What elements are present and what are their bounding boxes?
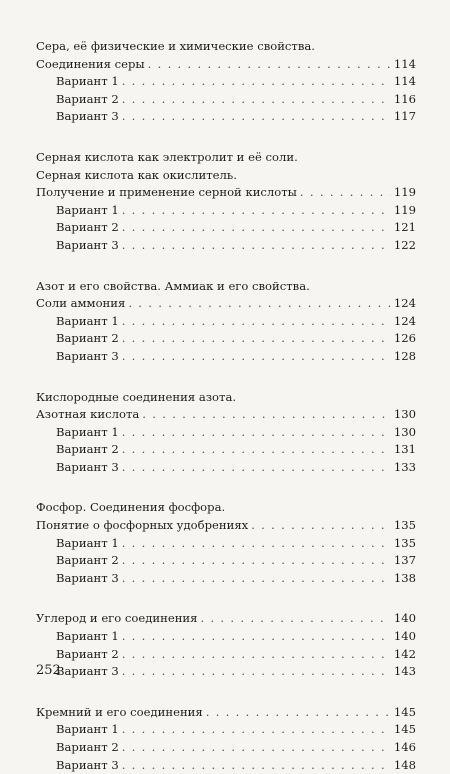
toc-entry-page: 140 bbox=[393, 611, 416, 626]
toc-entry-title: Соединения серы bbox=[36, 56, 145, 71]
toc-entry-title: Вариант 2 bbox=[56, 553, 119, 568]
toc-entry-page: 122 bbox=[393, 237, 416, 252]
toc-entry-page: 117 bbox=[393, 109, 416, 124]
toc-entry-page: 121 bbox=[393, 220, 416, 235]
toc-entry-page: 114 bbox=[393, 56, 416, 71]
toc-entry-page: 145 bbox=[393, 722, 416, 737]
toc-entry-title: Вариант 3 bbox=[56, 757, 119, 772]
dot-leader bbox=[122, 202, 391, 220]
toc-section bbox=[36, 704, 416, 774]
toc-entry-title: Вариант 3 bbox=[56, 570, 119, 585]
toc-entry bbox=[36, 704, 416, 722]
toc-entry-page: 135 bbox=[393, 518, 416, 533]
toc-variant-entry bbox=[36, 424, 416, 442]
toc-heading-text: Серная кислота как окислитель. bbox=[36, 167, 237, 182]
dot-leader bbox=[122, 459, 391, 477]
toc-section bbox=[36, 149, 416, 255]
toc-variant-entry bbox=[36, 739, 416, 757]
toc-entry-page: 145 bbox=[393, 704, 416, 719]
toc-entry-page: 130 bbox=[393, 407, 416, 422]
toc-heading bbox=[36, 38, 416, 56]
toc-entry-page: 128 bbox=[393, 348, 416, 363]
toc-entry-title: Вариант 1 bbox=[56, 722, 119, 737]
dot-leader bbox=[122, 757, 391, 774]
toc-variant-entry bbox=[36, 219, 416, 237]
dot-leader bbox=[122, 237, 391, 255]
toc-variant-entry bbox=[36, 628, 416, 646]
toc-entry-title: Вариант 2 bbox=[56, 740, 119, 754]
dot-leader bbox=[142, 406, 391, 424]
toc-heading bbox=[36, 278, 416, 296]
toc-variant-entry bbox=[36, 459, 416, 477]
dot-leader bbox=[122, 441, 391, 459]
toc-entry-page: 146 bbox=[393, 740, 416, 754]
toc-entry-title: Понятие о фосфорных удобрениях bbox=[36, 518, 249, 533]
dot-leader bbox=[148, 56, 391, 74]
dot-leader bbox=[200, 610, 390, 628]
toc-entry-title: Вариант 3 bbox=[56, 459, 119, 474]
toc-entry-page: 119 bbox=[393, 202, 416, 217]
dot-leader bbox=[128, 295, 391, 313]
dot-leader bbox=[122, 628, 391, 646]
toc-entry-title: Вариант 1 bbox=[56, 629, 119, 644]
dot-leader bbox=[122, 646, 391, 664]
toc-heading bbox=[36, 167, 416, 185]
toc-section bbox=[36, 38, 416, 126]
dot-leader bbox=[300, 184, 391, 202]
dot-leader bbox=[251, 517, 391, 535]
toc-entry-title: Вариант 3 bbox=[56, 348, 119, 363]
toc-entry-title: Вариант 1 bbox=[56, 202, 119, 217]
toc-entry-title: Вариант 1 bbox=[56, 74, 119, 89]
toc-entry-title: Вариант 2 bbox=[56, 331, 119, 346]
dot-leader bbox=[122, 108, 391, 126]
toc-heading bbox=[36, 149, 416, 167]
toc-variant-entry bbox=[36, 552, 416, 570]
toc-entry-page: 114 bbox=[393, 74, 416, 89]
toc-entry-page: 131 bbox=[393, 442, 416, 457]
toc-entry-title: Вариант 2 bbox=[56, 220, 119, 235]
toc-section bbox=[36, 278, 416, 366]
toc-variant-entry bbox=[36, 237, 416, 255]
dot-leader bbox=[122, 535, 391, 553]
toc-variant-entry bbox=[36, 202, 416, 220]
toc-entry-page: 142 bbox=[393, 646, 416, 661]
toc-variant-entry bbox=[36, 330, 416, 348]
toc-entry-title: Вариант 2 bbox=[56, 91, 119, 106]
toc-heading-text: Азот и его свойства. Аммиак и его свойства. bbox=[36, 278, 310, 293]
toc-entry-title: Вариант 3 bbox=[56, 237, 119, 252]
toc-entry-page: 137 bbox=[393, 553, 416, 568]
toc-section bbox=[36, 389, 416, 477]
dot-leader bbox=[122, 330, 391, 348]
toc-entry-page: 124 bbox=[393, 296, 416, 311]
dot-leader bbox=[122, 219, 391, 237]
toc-entry-title: Вариант 3 bbox=[56, 664, 119, 679]
toc-entry bbox=[36, 56, 416, 74]
toc-entry-title: Вариант 1 bbox=[56, 313, 119, 328]
toc-heading bbox=[36, 499, 416, 517]
toc-variant-entry bbox=[36, 313, 416, 331]
toc-entry-title: Углерод и его соединения bbox=[36, 611, 198, 626]
toc-variant-entry bbox=[36, 663, 416, 681]
toc-entry-title: Кремний и его соединения bbox=[36, 704, 203, 719]
toc-entry-page: 126 bbox=[393, 331, 416, 346]
toc-entry-title: Соли аммония bbox=[36, 296, 126, 311]
toc-entry-page: 124 bbox=[393, 313, 416, 328]
toc-variant-entry bbox=[36, 570, 416, 588]
toc-entry-title: Азотная кислота bbox=[36, 407, 140, 422]
toc-entry-page: 135 bbox=[393, 535, 416, 550]
toc-entry bbox=[36, 610, 416, 628]
toc-entry-page: 119 bbox=[393, 185, 416, 200]
toc-variant-entry bbox=[36, 646, 416, 664]
toc-entry-page: 138 bbox=[393, 570, 416, 585]
toc-heading-text: Фосфор. Соединения фосфора. bbox=[36, 500, 226, 515]
toc-variant-entry bbox=[36, 91, 416, 109]
toc-variant-entry bbox=[36, 721, 416, 739]
toc-entry-page: 116 bbox=[393, 91, 416, 106]
toc-entry bbox=[36, 295, 416, 313]
toc-entry-title: Вариант 2 bbox=[56, 442, 119, 457]
toc-entry bbox=[36, 517, 416, 535]
toc-entry-title: Вариант 1 bbox=[56, 424, 119, 439]
toc-variant-entry bbox=[36, 73, 416, 91]
dot-leader bbox=[122, 721, 391, 739]
toc-entry-page: 143 bbox=[393, 664, 416, 679]
toc-entry-title: Вариант 2 bbox=[56, 646, 119, 661]
toc-variant-entry bbox=[36, 535, 416, 553]
toc-variant-entry bbox=[36, 441, 416, 459]
toc-entry-title: Получение и применение серной кислоты bbox=[36, 185, 297, 200]
toc-heading-text: Сера, её физические и химические свойства. bbox=[36, 39, 315, 53]
dot-leader bbox=[122, 570, 391, 588]
dot-leader bbox=[122, 73, 391, 91]
toc-entry bbox=[36, 406, 416, 424]
table-of-contents bbox=[36, 38, 416, 774]
dot-leader bbox=[122, 424, 391, 442]
dot-leader bbox=[122, 91, 391, 109]
toc-section bbox=[36, 499, 416, 587]
toc-entry-title: Вариант 3 bbox=[56, 109, 119, 124]
toc-entry bbox=[36, 184, 416, 202]
dot-leader bbox=[122, 552, 391, 570]
toc-heading bbox=[36, 389, 416, 407]
toc-entry-page: 130 bbox=[393, 424, 416, 439]
toc-variant-entry bbox=[36, 757, 416, 774]
dot-leader bbox=[122, 348, 391, 366]
dot-leader bbox=[122, 313, 391, 331]
dot-leader bbox=[206, 704, 391, 722]
toc-entry-title: Вариант 1 bbox=[56, 535, 119, 550]
toc-heading-text: Кислородные соединения азота. bbox=[36, 389, 237, 404]
toc-heading-text: Серная кислота как электролит и её соли. bbox=[36, 149, 298, 164]
toc-variant-entry bbox=[36, 108, 416, 126]
toc-entry-page: 133 bbox=[393, 459, 416, 474]
toc-section bbox=[36, 610, 416, 680]
dot-leader bbox=[122, 739, 391, 757]
page-number: 252 bbox=[36, 663, 61, 678]
toc-variant-entry bbox=[36, 348, 416, 366]
dot-leader bbox=[122, 663, 391, 681]
toc-entry-page: 140 bbox=[393, 629, 416, 644]
toc-entry-page: 148 bbox=[393, 757, 416, 772]
